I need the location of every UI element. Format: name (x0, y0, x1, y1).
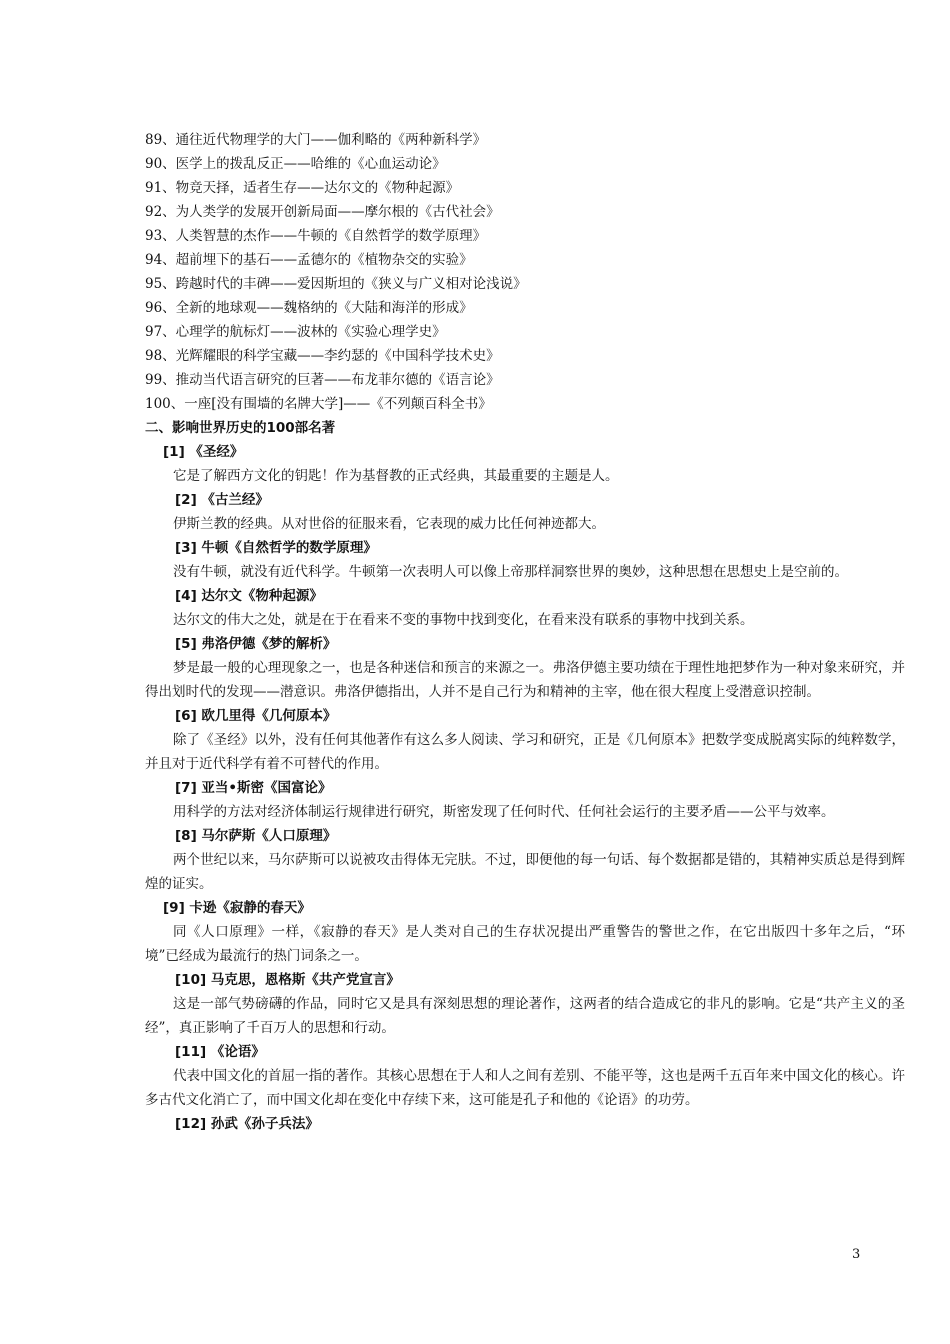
page-number: 3 (852, 1247, 861, 1262)
entry-heading: [1] 《圣经》 (163, 444, 244, 460)
list-item: 92、为人类学的发展开创新局面——摩尔根的《古代社会》 (145, 204, 500, 220)
entry-body: 用科学的方法对经济体制运行规律进行研究，斯密发现了任何时代、任何社会运行的主要矛盾——公平与效率。 (173, 804, 835, 820)
entry-heading: [6] 欧几里得《几何原本》 (175, 708, 337, 724)
numbered-list (145, 128, 905, 416)
list-item: 100、一座[没有围墙的名牌大学]——《不列颠百科全书》 (145, 396, 492, 412)
entry-body: 代表中国文化的首屈一指的著作。其核心思想在于人和人之间有差别、不能平等，这也是两千五百年来中国文化的核心。许多古代文化消亡了，而中国文化却在变化中存续下来，这可能是孔子和他的《论语》的功劳。 (145, 1068, 905, 1108)
list-item: 94、超前埋下的基石——孟德尔的《植物杂交的实验》 (145, 252, 473, 268)
entry-body: 除了《圣经》以外，没有任何其他著作有这么多人阅读、学习和研究，正是《几何原本》把数学变成脱离实际的纯粹数学，并且对于近代科学有着不可替代的作用。 (145, 732, 905, 772)
list-item: 90、医学上的拨乱反正——哈维的《心血运动论》 (145, 156, 446, 172)
entry-heading: [5] 弗洛伊德《梦的解析》 (175, 636, 337, 652)
entry-list (145, 440, 905, 1136)
list-item: 96、全新的地球观——魏格纳的《大陆和海洋的形成》 (145, 300, 473, 316)
section-heading: 二、影响世界历史的100部名著 (145, 420, 336, 436)
entry-heading: [4] 达尔文《物种起源》 (175, 588, 323, 604)
document-content (145, 128, 905, 1136)
list-item: 95、跨越时代的丰碑——爱因斯坦的《狭义与广义相对论浅说》 (145, 276, 527, 292)
entry-body: 达尔文的伟大之处，就是在于在看来不变的事物中找到变化，在看来没有联系的事物中找到关系。 (173, 612, 754, 628)
list-item: 98、光辉耀眼的科学宝藏——李约瑟的《中国科学技术史》 (145, 348, 500, 364)
list-item: 93、人类智慧的杰作——牛顿的《自然哲学的数学原理》 (145, 228, 487, 244)
entry-body: 两个世纪以来，马尔萨斯可以说被攻击得体无完肤。不过，即便他的每一句话、每个数据都是错的，其精神实质总是得到辉煌的证实。 (145, 852, 905, 892)
list-item: 91、物竞天择，适者生存——达尔文的《物种起源》 (145, 180, 460, 196)
list-item: 97、心理学的航标灯——波林的《实验心理学史》 (145, 324, 446, 340)
entry-body: 没有牛顿，就没有近代科学。牛顿第一次表明人可以像上帝那样洞察世界的奥妙，这种思想在思想史上是空前的。 (173, 564, 848, 580)
list-item: 89、通往近代物理学的大门——伽利略的《两种新科学》 (145, 132, 487, 148)
entry-body: 它是了解西方文化的钥匙！作为基督教的正式经典，其最重要的主题是人。 (173, 468, 619, 484)
entry-heading: [11] 《论语》 (175, 1044, 265, 1060)
entry-body: 这是一部气势磅礴的作品，同时它又是具有深刻思想的理论著作，这两者的结合造成它的非凡的影响。它是“共产主义的圣经”，真正影响了千百万人的思想和行动。 (145, 996, 905, 1036)
entry-heading: [2] 《古兰经》 (175, 492, 269, 508)
entry-body: 伊斯兰教的经典。从对世俗的征服来看，它表现的威力比任何神迹都大。 (173, 516, 605, 532)
entry-heading: [8] 马尔萨斯《人口原理》 (175, 828, 337, 844)
entry-body: 梦是最一般的心理现象之一，也是各种迷信和预言的来源之一。弗洛伊德主要功绩在于理性地把梦作为一种对象来研究，并得出划时代的发现——潜意识。弗洛伊德指出，人并不是自己行为和精神的主宰，他在很大程度上受潜意识控制。 (145, 660, 905, 700)
list-item: 99、推动当代语言研究的巨著——布龙菲尔德的《语言论》 (145, 372, 500, 388)
entry-heading: [3] 牛顿《自然哲学的数学原理》 (175, 540, 377, 556)
entry-heading: [10] 马克思，恩格斯《共产党宣言》 (175, 972, 400, 988)
entry-heading: [9] 卡逊《寂静的春天》 (163, 900, 311, 916)
entry-body: 同《人口原理》一样，《寂静的春天》是人类对自己的生存状况提出严重警告的警世之作，在它出版四十多年之后，“环境”已经成为最流行的热门词条之一。 (145, 924, 905, 964)
entry-heading: [7] 亚当•斯密《国富论》 (175, 780, 332, 796)
entry-heading: [12] 孙武《孙子兵法》 (175, 1116, 319, 1132)
